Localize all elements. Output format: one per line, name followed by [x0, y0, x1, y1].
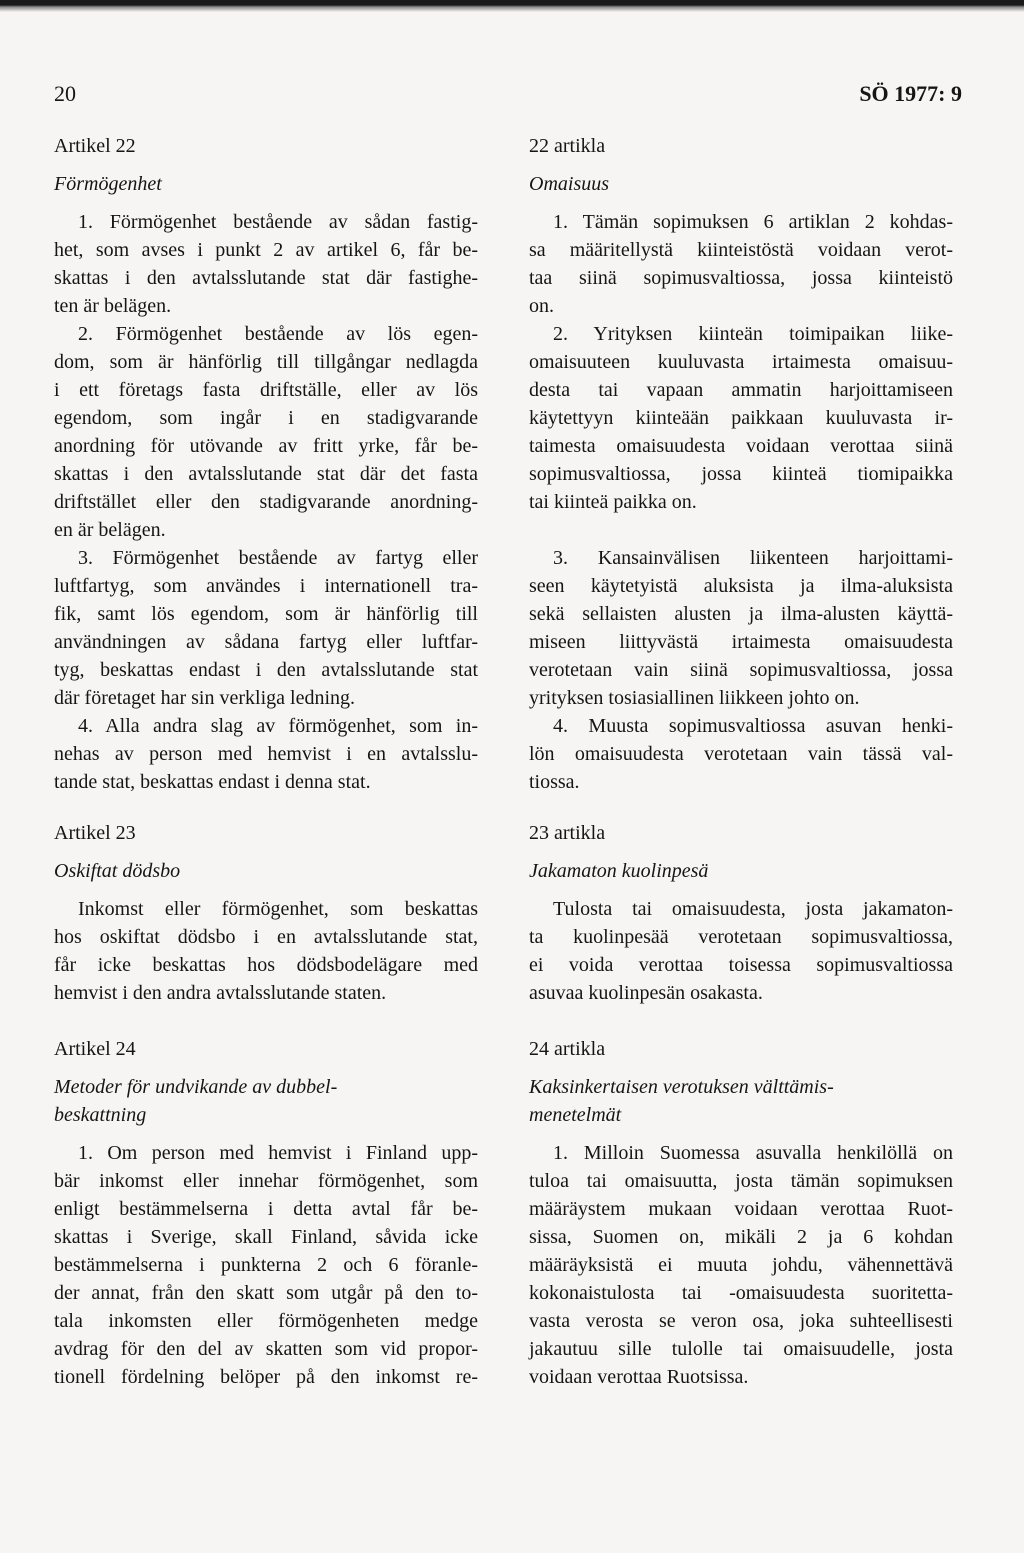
- text-line: en är belägen.: [54, 519, 166, 541]
- text-line: egendom, som ingår i en stadigvarande: [54, 407, 478, 429]
- article-heading: [54, 170, 478, 198]
- text-line: användningen av sådana fartyg eller luftfar-: [54, 631, 478, 653]
- heading-line: beskattning: [54, 1104, 147, 1126]
- text-line: tande stat, beskattas endast i denna stat.: [54, 771, 371, 793]
- text-line: sissa, Suomen on, mikäli 2 ja 6 kohdan: [529, 1226, 953, 1248]
- text-line: tionell fördelning belöper på den inkomst re-: [54, 1366, 478, 1388]
- paragraph-3: [54, 544, 478, 712]
- text-line: sopimusvaltiossa, jossa kiinteä tiomipaikka: [529, 463, 953, 485]
- paragraph-2: [54, 320, 478, 544]
- text-line: skattas i den avtalsslutande stat där fastighe-: [54, 267, 478, 289]
- document-reference: SÖ 1977: 9: [859, 81, 962, 106]
- text-line: ei voida verottaa toisessa sopimusvaltiossa: [529, 954, 953, 976]
- text-line: on.: [529, 295, 554, 317]
- text-line: der annat, från den skatt som utgår på den to-: [54, 1282, 478, 1304]
- text-line: tyg, beskattas endast i den avtalsslutande stat: [54, 659, 478, 681]
- text-line: tuloa tai omaisuutta, josta tämän sopimuksen: [529, 1170, 953, 1192]
- paragraph-1: [54, 895, 478, 1007]
- text-line: lön omaisuudesta verotetaan vain tässä val-: [529, 743, 953, 765]
- heading-line: Jakamaton kuolinpesä: [529, 860, 709, 882]
- text-line: 3. Kansainvälisen liikenteen harjoittami-: [553, 547, 953, 569]
- text-line: vasta verosta se veron osa, joka suhteellisesti: [529, 1310, 953, 1332]
- heading-line: Omaisuus: [529, 173, 610, 195]
- article-heading: [529, 170, 953, 198]
- page-number: 20: [54, 81, 76, 106]
- text-line: Inkomst eller förmögenhet, som beskattas: [78, 898, 478, 920]
- paragraph-1: [529, 208, 953, 320]
- text-line: fik, samt lös egendom, som är hänförlig till: [54, 603, 478, 625]
- article-heading: [54, 1073, 478, 1129]
- article-title: Artikel 24: [54, 1038, 136, 1060]
- text-line: Tulosta tai omaisuudesta, josta jakamaton-: [553, 898, 953, 920]
- text-line: driftstället eller den stadigvarande anordning-: [54, 491, 478, 513]
- heading-line: Oskiftat dödsbo: [54, 860, 181, 882]
- text-line: desta tai vapaan ammatin harjoittamiseen: [529, 379, 953, 401]
- text-line: 3. Förmögenhet bestående av fartyg eller: [78, 547, 478, 569]
- text-line: yrityksen tosiasiallinen liikkeen johto on.: [529, 687, 860, 709]
- text-line: tai kiinteä paikka on.: [529, 491, 697, 513]
- text-line: skattas i Sverige, skall Finland, såvida icke: [54, 1226, 478, 1248]
- text-line: 2. Yrityksen kiinteän toimipaikan liike-: [553, 323, 953, 345]
- text-line: bär inkomst eller innehar förmögenhet, som: [54, 1170, 478, 1192]
- paragraph-2: [529, 320, 953, 516]
- article-title: 22 artikla: [529, 135, 606, 157]
- text-line: får icke beskattas hos dödsbodelägare med: [54, 954, 478, 976]
- article-heading: [54, 857, 478, 885]
- section-artikel-23: [54, 819, 478, 1007]
- text-line: 1. Förmögenhet bestående av sådan fastig-: [78, 211, 478, 233]
- text-line: 2. Förmögenhet bestående av lös egen-: [78, 323, 478, 345]
- section-24-artikla: [529, 1035, 953, 1391]
- section-23-artikla: [529, 819, 953, 1007]
- text-line: dom, som är hänförlig till tillgångar nedlagda: [54, 351, 478, 373]
- paragraph-1: [529, 895, 953, 1007]
- article-title: Artikel 22: [54, 135, 136, 157]
- text-line: ten är belägen.: [54, 295, 172, 317]
- text-line: määräystem mukaan voidaan verottaa Ruot-: [529, 1198, 953, 1220]
- text-line: kokonaistulosta tai -omaisuudesta suoritetta-: [529, 1282, 953, 1304]
- text-line: avdrag för den del av skatten som vid propor-: [54, 1338, 478, 1360]
- text-line: asuvaa kuolinpesän osakasta.: [529, 982, 763, 1004]
- text-line: 1. Milloin Suomessa asuvalla henkilöllä on: [553, 1142, 953, 1164]
- text-line: sekä sellaisten alusten ja ilma-alusten käyttä-: [529, 603, 953, 625]
- text-line: luftfartyg, som användes i internationell tra-: [54, 575, 478, 597]
- text-line: sa määritellystä kiinteistöstä voidaan verot-: [529, 239, 953, 261]
- heading-line: Förmögenhet: [54, 173, 162, 195]
- text-line: bestämmelserna i punkterna 2 och 6 föranle-: [54, 1254, 478, 1276]
- article-heading: [529, 1073, 953, 1129]
- text-line: tiossa.: [529, 771, 580, 793]
- text-line: jakautuu sille tulolle tai omaisuudelle, josta: [529, 1338, 953, 1360]
- article-title: 23 artikla: [529, 822, 606, 844]
- text-line: voidaan verottaa Ruotsissa.: [529, 1366, 749, 1388]
- text-line: taimesta omaisuudesta voidaan verottaa siinä: [529, 435, 953, 457]
- text-line: 4. Alla andra slag av förmögenhet, som in-: [78, 715, 478, 737]
- text-line: hemvist i den andra avtalsslutande staten.: [54, 982, 387, 1004]
- text-line: het, som avses i punkt 2 av artikel 6, får be-: [54, 239, 478, 261]
- article-heading: [529, 857, 953, 885]
- text-line: hos oskiftat dödsbo i en avtalsslutande stat,: [54, 926, 478, 948]
- text-line: määräyksistä ei muuta johdu, vähennettävä: [529, 1254, 953, 1276]
- text-line: 1. Tämän sopimuksen 6 artiklan 2 kohdas-: [553, 211, 953, 233]
- text-line: taa siinä sopimusvaltiossa, jossa kiinteistö: [529, 267, 953, 289]
- paragraph-3: [529, 544, 953, 712]
- scan-top-border: [0, 0, 1024, 12]
- text-line: 4. Muusta sopimusvaltiossa asuvan henki-: [553, 715, 953, 737]
- text-line: tala inkomsten eller förmögenheten medge: [54, 1310, 478, 1332]
- text-line: i ett företags fasta driftställe, eller av lös: [54, 379, 478, 401]
- article-title: 24 artikla: [529, 1038, 606, 1060]
- heading-line: Kaksinkertaisen verotuksen välttämis-: [529, 1076, 834, 1098]
- section-artikel-24: [54, 1035, 478, 1391]
- text-line: där företaget har sin verkliga ledning.: [54, 687, 355, 709]
- text-line: nehas av person med hemvist i en avtalsslu-: [54, 743, 478, 765]
- text-line: miseen liittyvästä irtaimesta omaisuudesta: [529, 631, 953, 653]
- text-line: seen käytetyistä aluksista ja ilma-aluksista: [529, 575, 953, 597]
- text-line: enligt bestämmelserna i detta avtal får be-: [54, 1198, 478, 1220]
- section-22-artikla: [529, 132, 953, 796]
- heading-line: Metoder för undvikande av dubbel-: [54, 1076, 338, 1098]
- text-line: käytettyyn kiinteään paikkaan kuuluvasta ir-: [529, 407, 953, 429]
- paragraph-1: [54, 1139, 478, 1391]
- paragraph-1: [529, 1139, 953, 1391]
- section-artikel-22: [54, 132, 478, 796]
- paragraph-1: [54, 208, 478, 320]
- text-line: anordning för utövande av fritt yrke, får be-: [54, 435, 478, 457]
- text-line: verotetaan vain siinä sopimusvaltiossa, jossa: [529, 659, 953, 681]
- text-line: ta kuolinpesää verotetaan sopimusvaltiossa,: [529, 926, 953, 948]
- text-line: 1. Om person med hemvist i Finland upp-: [78, 1142, 478, 1164]
- text-line: skattas i den avtalsslutande stat där det fasta: [54, 463, 478, 485]
- text-line: omaisuuteen kuuluvasta irtaimesta omaisuu-: [529, 351, 953, 373]
- article-title: Artikel 23: [54, 822, 136, 844]
- paragraph-4: [529, 712, 953, 796]
- paragraph-4: [54, 712, 478, 796]
- heading-line: menetelmät: [529, 1104, 622, 1126]
